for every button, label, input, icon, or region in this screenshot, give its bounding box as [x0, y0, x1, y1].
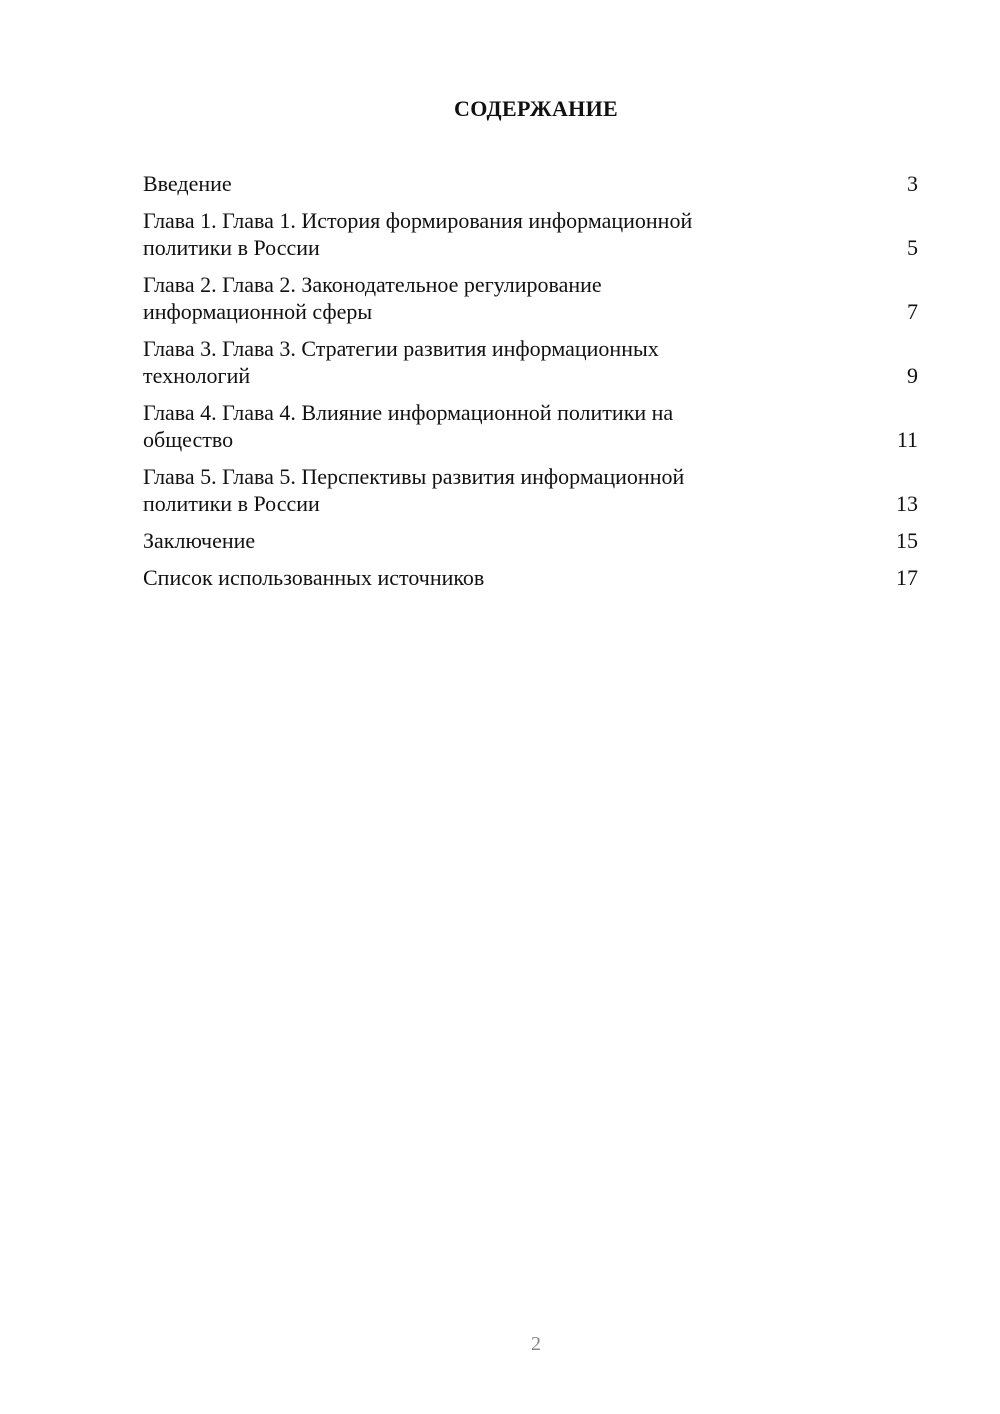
toc-entry-page: 3	[907, 171, 918, 196]
toc-entry-page: 17	[896, 565, 918, 590]
table-of-contents	[143, 170, 918, 601]
toc-entry-page: 15	[896, 528, 918, 553]
page-number: 2	[531, 1333, 541, 1355]
toc-entry-conclusion	[143, 527, 918, 554]
toc-entry-introduction	[143, 170, 918, 197]
toc-entry-title: Заключение	[143, 528, 256, 553]
toc-entry-title: Список использованных источников	[143, 565, 485, 590]
toc-entry-title: Глава 1. Глава 1. История формирования информационной политики в России	[143, 208, 693, 260]
toc-entry-chapter-1	[143, 207, 918, 261]
toc-entry-chapter-2	[143, 271, 918, 325]
toc-entry-title: Глава 3. Глава 3. Стратегии развития информационных технологий	[143, 336, 659, 388]
toc-entry-title: Глава 2. Глава 2. Законодательное регулирование информационной сферы	[143, 272, 602, 324]
toc-entry-chapter-4	[143, 399, 918, 453]
toc-entry-title: Введение	[143, 171, 232, 196]
toc-entry-page: 5	[907, 235, 918, 260]
page-title: СОДЕРЖАНИЕ	[454, 96, 618, 121]
toc-entry-references	[143, 564, 918, 591]
toc-entry-page: 7	[907, 299, 918, 324]
toc-entry-page: 9	[907, 363, 918, 388]
toc-entry-page: 11	[896, 427, 918, 452]
toc-entry-chapter-5	[143, 463, 918, 517]
toc-entry-page: 13	[896, 491, 918, 516]
toc-entry-title: Глава 5. Глава 5. Перспективы развития информационной политики в России	[143, 464, 685, 516]
toc-entry-chapter-3	[143, 335, 918, 389]
toc-entry-title: Глава 4. Глава 4. Влияние информационной политики на общество	[143, 400, 674, 452]
